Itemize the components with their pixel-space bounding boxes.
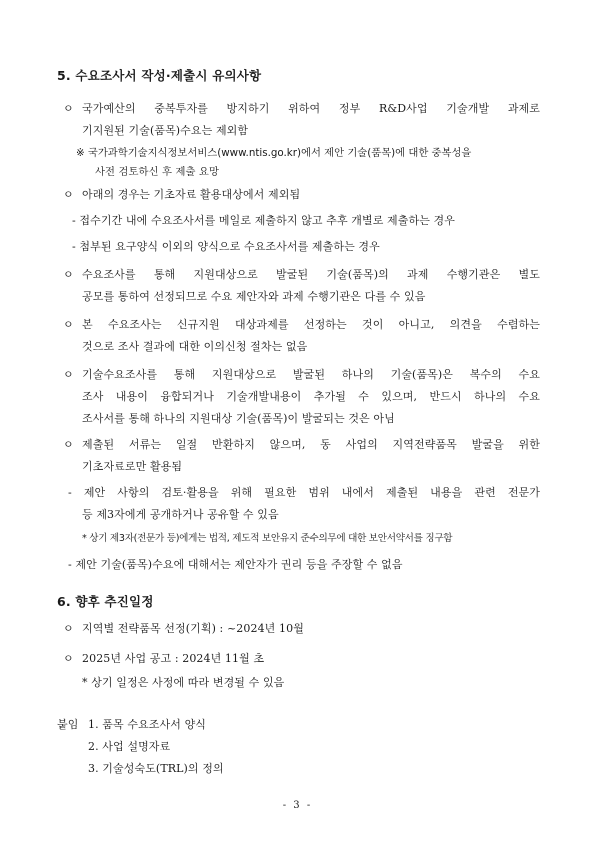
- note-security-pledge: * 상기 제3자(전문가 등)에게는 법적, 제도적 보안유지 준수의무에 대한 보안서약서를 징구함: [82, 533, 453, 544]
- section-5-item-1-line-1: 국가예산의 중복투자를 방지하기 위하여 정부 R&D사업 기술개발 과제로: [82, 102, 540, 115]
- section-5-item-4-line-2: 것으로 조사 결과에 대한 이의신청 절차는 없음: [82, 340, 308, 353]
- exclusion-case-1: - 접수기간 내에 수요조사서를 메일로 제출하지 않고 추후 개별로 제출하는 경우: [72, 214, 456, 227]
- page-number: - 3 -: [282, 800, 313, 811]
- bullet-icon: ㅇ: [63, 652, 74, 665]
- schedule-item-2: 2025년 사업 공고 : 2024년 11월 초: [82, 652, 265, 665]
- bullet-icon: ㅇ: [63, 102, 74, 115]
- section-5-item-5-line-2: 조사 내용이 융합되거나 기술개발내용이 추가될 수 있으며, 반드시 하나의 수요: [82, 390, 540, 403]
- section-5-item-2: 아래의 경우는 기초자료 활용대상에서 제외됨: [82, 188, 301, 201]
- section-6-title: 6. 향후 추진일정: [57, 594, 154, 609]
- schedule-note: * 상기 일정은 사정에 따라 변경될 수 있음: [82, 676, 285, 689]
- disclosure-line-1: - 제안 사항의 검토·활용을 위해 필요한 범위 내에서 제출된 내용을 관련 전문가: [68, 486, 540, 499]
- section-5-title: 5. 수요조사서 작성·제출시 유의사항: [57, 68, 262, 83]
- schedule-item-1: 지역별 전략품목 선정(기획) : ~2024년 10월: [82, 622, 304, 635]
- exclusion-case-2: - 첨부된 요구양식 이외의 양식으로 수요조사서를 제출하는 경우: [72, 240, 380, 253]
- note-ntis-line-1: ※ 국가과학기술지식정보서비스(www.ntis.go.kr)에서 제안 기술(품목)에 대한 중복성을: [76, 147, 472, 159]
- bullet-icon: ㅇ: [63, 622, 74, 635]
- attachment-3: 3. 기술성숙도(TRL)의 정의: [88, 762, 224, 775]
- attachment-2: 2. 사업 설명자료: [88, 740, 171, 753]
- note-ntis-line-2: 사전 검토하신 후 제출 요망: [95, 166, 220, 178]
- attachments-label: 붙임: [57, 718, 79, 731]
- disclosure-line-2: 등 제3자에게 공개하거나 공유할 수 있음: [82, 508, 279, 521]
- section-5-item-6-line-2: 기초자료로만 활용됨: [82, 460, 183, 473]
- bullet-icon: ㅇ: [63, 368, 74, 381]
- bullet-icon: ㅇ: [63, 318, 74, 331]
- rights-disclaimer: - 제안 기술(품목)수요에 대해서는 제안자가 권리 등을 주장할 수 없음: [68, 558, 403, 571]
- section-5-item-1-line-2: 기지원된 기술(품목)수요는 제외함: [82, 124, 249, 137]
- bullet-icon: ㅇ: [63, 268, 74, 281]
- section-5-item-5-line-1: 기술수요조사를 통해 지원대상으로 발굴된 하나의 기술(품목)은 복수의 수요: [82, 368, 540, 381]
- attachment-1: 1. 품목 수요조사서 양식: [88, 718, 207, 731]
- section-5-item-6-line-1: 제출된 서류는 일절 반환하지 않으며, 동 사업의 지역전략품목 발굴을 위한: [82, 438, 540, 451]
- section-5-item-3-line-1: 수요조사를 통해 지원대상으로 발굴된 기술(품목)의 과제 수행기관은 별도: [82, 268, 540, 281]
- bullet-icon: ㅇ: [63, 188, 74, 201]
- section-5-item-5-line-3: 조사서를 통해 하나의 지원대상 기술(품목)이 발굴되는 것은 아님: [82, 412, 395, 425]
- section-5-item-4-line-1: 본 수요조사는 신규지원 대상과제를 선정하는 것이 아니고, 의견을 수렴하는: [82, 318, 540, 331]
- section-5-item-3-line-2: 공모를 통하여 선정되므로 수요 제안자와 과제 수행기관은 다를 수 있음: [82, 290, 426, 303]
- bullet-icon: ㅇ: [63, 438, 74, 451]
